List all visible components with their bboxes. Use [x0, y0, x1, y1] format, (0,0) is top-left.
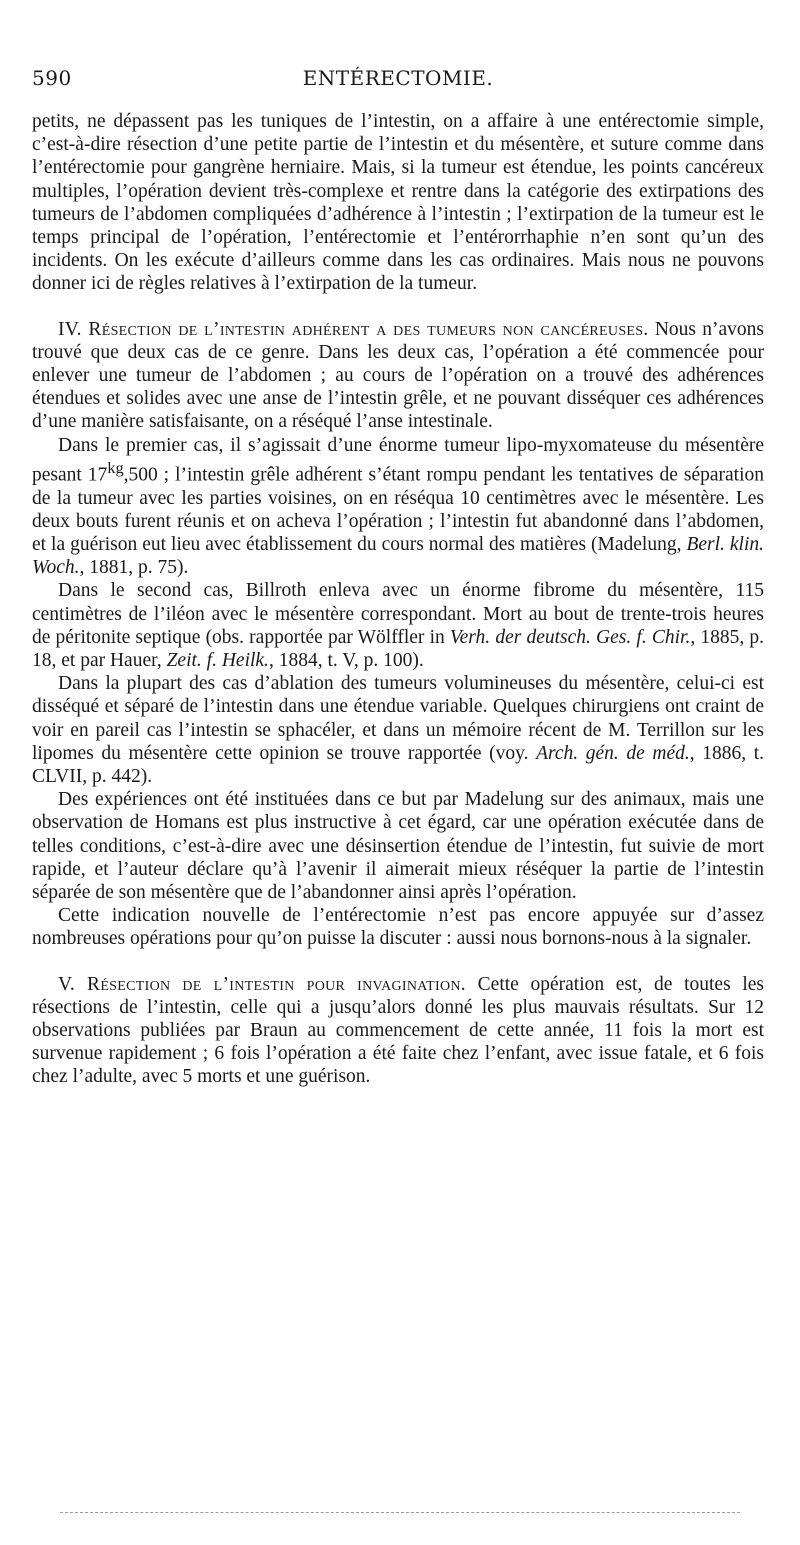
- section-iv-intro: [32, 318, 764, 434]
- page-header: [32, 66, 764, 96]
- case-1-reference: Berl. klin. Woch.: [32, 533, 764, 579]
- mesentery-reference: Arch. gén. de méd.: [536, 742, 690, 764]
- section-v-text: Cette opération est, de toutes les résections de l’intestin, celle qui a jusqu’alors donné les plus mauvais résultats. Sur 12 observations publiées par Braun au commencement de cette année, 11 fois la mort est survenue rapidement ; 6 fois l’opération a été faite chez l’enfant, avec issue fatale, et 6 fois chez l’adulte, avec 5 morts et une guérison.: [32, 973, 765, 1088]
- case-2-text: Dans le second cas, Billroth enleva avec un énorme fibrome du mésentère, 115 centimètres de l’iléon avec le mésentère correspondant. Mort au bout de trente-trois heures de péritonite septique (obs. rapportée par Wölffler in: [32, 580, 764, 648]
- case-1-text-cont: ,500 ; l’intestin grêle adhérent s’étant rompu pendant les tentatives de séparation de la tumeur avec les parties voisines, on en réséqua 10 centimètres avec le mésentère. Les deux bouts furent réunis et on acheva l’opération ; l’intestin fut abandonné dans l’abdomen, et la guérison eut lieu avec établissement du cours normal des matières (Madelung,: [32, 464, 764, 555]
- paragraph-case-2: [32, 579, 764, 672]
- section-v-paragraph: [32, 973, 764, 1089]
- case-1-unit: kg: [107, 458, 124, 477]
- section-iv-intro-text: Nous n’avons trouvé que deux cas de ce genre. Dans les deux cas, l’opération a été commencée pour enlever une tumeur de l’abdomen ; au cours de l’opération on a trouvé des adhérences étendues et solides avec une anse de l’intestin grêle, et ne pouvant disséquer ces adhérences d’une manière satisfaisante, on a réséqué l’anse intestinale.: [32, 318, 764, 433]
- paragraph-mesentery: [32, 672, 764, 788]
- page-number: 590: [32, 66, 72, 90]
- case-2-reference-1: Verh. der deutsch. Ges. f. Chir.: [449, 626, 691, 648]
- paragraph-indication: Cette indication nouvelle de l’entérectomie n’est pas encore appuyée sur d’assez nombreuses opérations pour qu’on puisse la discuter : aussi nous bornons-nous à la signaler.: [32, 905, 764, 950]
- section-v-heading: V. Résection de l’intestin pour invagination.: [58, 973, 466, 995]
- paragraph-case-1: [32, 434, 764, 580]
- paragraph-experiments: Des expériences ont été instituées dans ce but par Madelung sur des animaux, mais une observation de Homans est plus instructive à cet égard, car une opération exécutée dans de telles conditions, c’est-à-dire avec une désinsertion étendue de l’intestin, fut suivie de mort rapide, et l’auteur déclare qu’à l’avenir il aimerait mieux réséquer la partie de l’intestin séparée de son mésentère que de l’abandonner ainsi après l’opération.: [32, 789, 764, 903]
- section-iv-heading: IV. Résection de l’intestin adhérent a des tumeurs non cancéreuses.: [58, 318, 649, 340]
- case-2-reference-2: Zeit. f. Heilk.: [166, 649, 269, 671]
- footer-rule: [60, 1512, 740, 1513]
- body-text: [32, 110, 764, 1089]
- case-2-citation: , 1884, t. V, p. 100).: [268, 649, 424, 671]
- case-2-text-cont: , 1885, p. 18, et par Hauer,: [32, 626, 765, 671]
- case-1-citation: , 1881, p. 75).: [79, 557, 189, 579]
- mesentery-citation: , 1886, t. CLVII, p. 442).: [32, 742, 765, 787]
- paragraph-continuation: petits, ne dépassent pas les tuniques de l’intestin, on a affaire à une entérectomie simple, c’est-à-dire résection d’une petite partie de l’intestin et du mésentère, et suture comme dans l’entérectomie pour gangrène herniaire. Mais, si la tumeur est étendue, les points cancéreux multiples, l’opération devient très-complexe et rentre dans la catégorie des extirpations des tumeurs de l’abdomen compliquées d’adhérence à l’intestin ; l’extirpation de la tumeur est le temps principal de l’opération, l’entérectomie et l’entérorrhaphie n’en sont qu’un des incidents. On les exécute d’ailleurs comme dans les cas ordinaires. Mais nous ne pouvons donner ici de règles relatives à l’extirpation de la tumeur.: [32, 111, 764, 295]
- mesentery-text: Dans la plupart des cas d’ablation des tumeurs volumineuses du mésentère, celui-ci est disséqué et séparé de l’intestin dans une étendue variable. Quelques chirurgiens ont craint de voir en pareil cas l’intestin se sphacéler, et dans un mémoire récent de M. Terrillon sur les lipomes du mésentère cette opinion se trouve rapportée (voy.: [32, 673, 764, 764]
- case-1-text: Dans le premier cas, il s’agissait d’une énorme tumeur lipo-myxomateuse du mésentère pesant 17: [32, 434, 764, 486]
- running-title: ENTÉRECTOMIE.: [302, 66, 494, 90]
